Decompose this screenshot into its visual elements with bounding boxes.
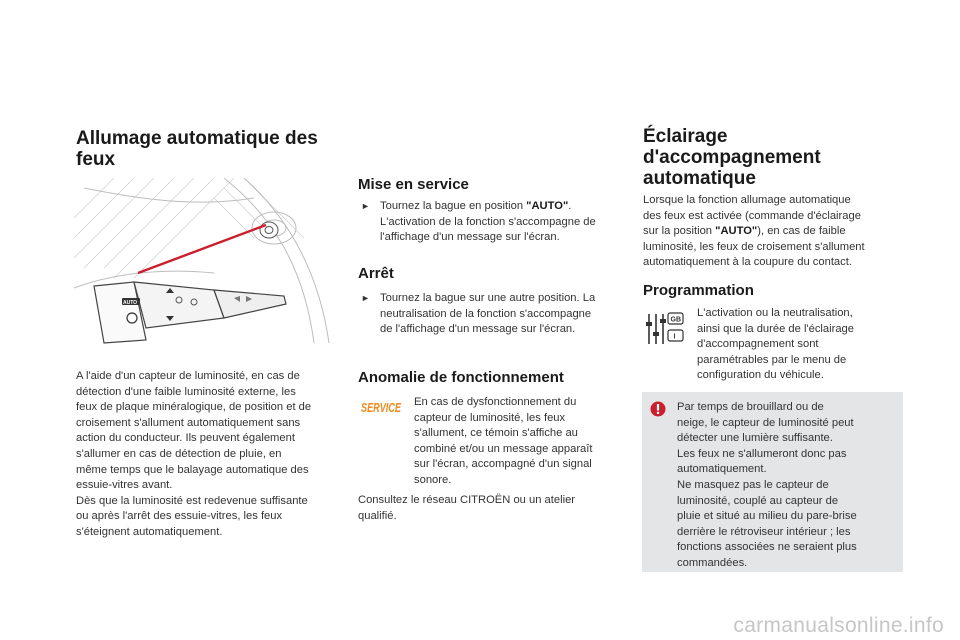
text-line: Par temps de brouillard ou de (677, 401, 824, 413)
text-line: détection d'une faible luminosité externe, les (76, 385, 296, 398)
bullet-marker: ► (361, 201, 370, 211)
lighting-stalk-illustration (74, 178, 338, 343)
text-run: . (568, 200, 572, 212)
title-line: Allumage automatique des (76, 128, 318, 149)
text-line: configuration du véhicule. (697, 369, 824, 382)
text-run: Tournez la bague en position (380, 200, 527, 212)
warning-text (677, 400, 897, 572)
section-title-deactivation: Arrêt (358, 265, 394, 282)
malfunction-description (414, 395, 624, 489)
section-title-programming: Programmation (643, 282, 754, 299)
text-line: combiné et/ou un message apparaît (414, 442, 593, 455)
section-title-follow-me-home (643, 126, 903, 189)
activation-instruction (361, 199, 623, 249)
text-line: action du conducteur. Ils peuvent également (76, 432, 295, 445)
text-line: luminosité, couplé au capteur de (677, 494, 839, 507)
text-line: derrière le rétroviseur intérieur ; les (677, 525, 851, 538)
text-line: s'allument, ce témoin s'affiche au (414, 427, 578, 440)
text-line: feux de plaque minéralogique, de position et de (76, 401, 312, 414)
warning-exclamation-icon (650, 401, 666, 417)
text-line: pluie et situé au milieu du pare-brise (677, 510, 857, 523)
text-line: neige, le capteur de luminosité peut (677, 416, 854, 429)
section-title-auto-lighting (76, 128, 346, 170)
service-warning-icon (360, 398, 402, 416)
i-label: I (673, 333, 676, 341)
title-line: feux (76, 149, 116, 170)
text-line: de l'affichage d'un message sur l'écran. (380, 323, 576, 336)
text-line: A l'aide d'un capteur de luminosité, en cas de (76, 370, 300, 382)
auto-position-label: "AUTO" (526, 200, 569, 212)
dealer-advice (358, 493, 623, 524)
text-line: L'activation ou la neutralisation, (697, 307, 853, 319)
text-line: luminosité, les feux de croisement s'allument (643, 240, 865, 253)
text-line: Les feux ne s'allumeront donc pas (677, 447, 847, 460)
text-line: sur l'écran, accompagné d'un signal (414, 458, 592, 471)
text-line: Tournez la bague sur une autre position. La (380, 292, 596, 304)
text-line: fonctions associées ne seraient plus (677, 541, 857, 554)
settings-sliders-icon (645, 310, 685, 346)
watermark: carmanualsonline.info (733, 614, 944, 637)
text-line: L'activation de la fonction s'accompagne de (380, 215, 596, 228)
text-line: capteur de luminosité, les feux (414, 411, 566, 424)
text-line: neutralisation de la fonction s'accompagne (380, 307, 592, 320)
text-line: d'accompagnement sont (697, 338, 819, 351)
text-line: ainsi que la durée de l'éclairage (697, 322, 855, 335)
text-line: qualifié. (358, 509, 397, 522)
title-line: d'accompagnement (643, 147, 821, 168)
bullet-marker: ► (361, 293, 370, 303)
text-line: Consultez le réseau CITROËN ou un atelier (358, 494, 576, 506)
text-line: En cas de dysfonctionnement du (414, 396, 577, 408)
text-line: commandées. (677, 556, 748, 569)
text-line: Lorsque la fonction allumage automatique (643, 194, 851, 206)
programming-description (697, 306, 903, 384)
text-line: croisement s'allument automatiquement sans (76, 416, 301, 429)
text-line: paramétrables par le menu de (697, 353, 847, 366)
section-title-activation: Mise en service (358, 176, 469, 193)
text-line: Ne masquez pas le capteur de (677, 478, 829, 491)
stalk-auto-label: AUTO (123, 300, 138, 306)
text-line: ou après l'arrêt des essuie-vitres, les feux (76, 510, 283, 523)
text-line: même temps que le balayage automatique des (76, 463, 309, 476)
text-line: essuie-vitres avant. (76, 479, 173, 492)
text-line: sonore. (414, 473, 452, 486)
text-line: automatiquement à la coupure du contact. (643, 256, 852, 269)
text-line: Dès que la luminosité est redevenue suffisante (76, 494, 308, 507)
gb-flag-label: GB (670, 316, 681, 324)
deactivation-instruction (361, 291, 623, 341)
follow-me-home-description (643, 193, 905, 271)
text-line: s'éteignent automatiquement. (76, 525, 223, 538)
auto-position-label: "AUTO" (715, 225, 758, 238)
title-line: Éclairage (643, 126, 728, 147)
text-line: automatiquement. (677, 463, 767, 476)
service-label: SERVICE (361, 401, 402, 415)
text-line: s'allumer en cas de détection de pluie, en (76, 447, 282, 460)
text-line: détecter une lumière suffisante. (677, 432, 833, 445)
section-title-malfunction: Anomalie de fonctionnement (358, 369, 564, 386)
text-line: des feux est activée (commande d'éclairage (643, 209, 861, 222)
text-run: ), en cas de faible (757, 225, 846, 238)
text-line: l'affichage d'un message sur l'écran. (380, 231, 560, 244)
auto-lighting-description (76, 369, 344, 541)
title-line: automatique (643, 168, 756, 189)
text-run: sur la position (643, 225, 716, 238)
